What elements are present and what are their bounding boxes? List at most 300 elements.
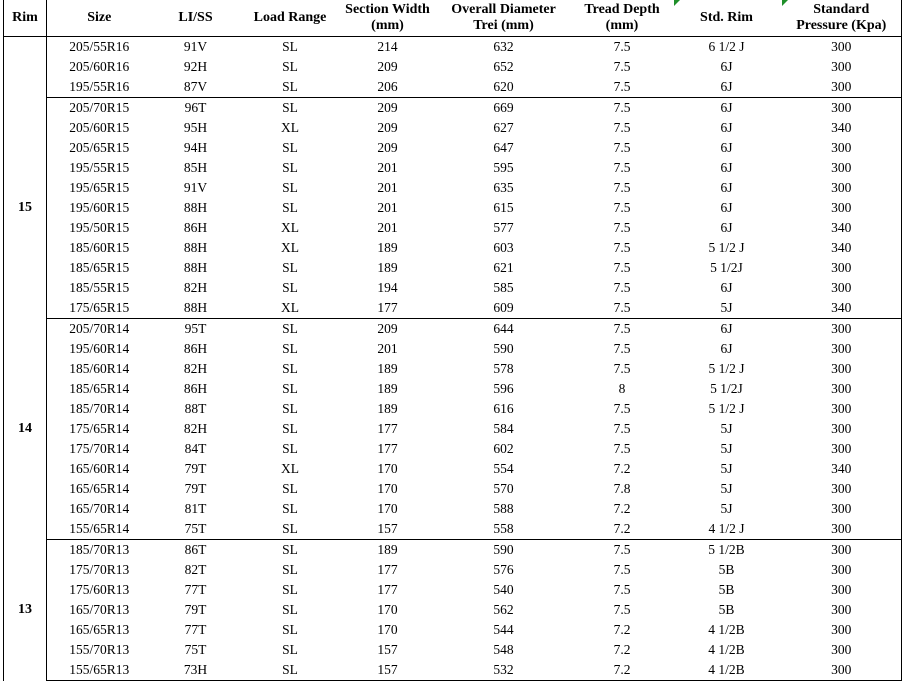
header-tread-depth — [573, 0, 672, 37]
cell-section-width: 201 — [377, 220, 398, 235]
cell-tread-depth: 7.5 — [613, 180, 631, 195]
cell-std-rim: 6J — [720, 180, 733, 195]
cell-size: 175/60R13 — [69, 582, 130, 597]
cell-size: 165/65R13 — [69, 622, 130, 637]
cell-size: 195/60R15 — [69, 200, 130, 215]
table-row — [4, 218, 902, 238]
cell-pressure: 300 — [782, 580, 902, 600]
cell-li-ss: 79T — [184, 602, 207, 617]
cell-std-rim: 6J — [720, 140, 733, 155]
cell-li-ss: 75T — [152, 519, 240, 540]
cell-pressure: 300 — [782, 57, 902, 77]
cell-li-ss: 95T — [184, 321, 207, 336]
cell-overall-diameter: 621 — [493, 260, 514, 275]
cell-li-ss: 82H — [183, 361, 208, 376]
cell-overall-diameter: 577 — [493, 220, 514, 235]
cell-std-rim: 4 1/2B — [708, 622, 745, 637]
cell-size: 195/65R15 — [69, 180, 130, 195]
header-section-width-line2: (mm) — [371, 18, 404, 33]
table-row — [4, 198, 902, 218]
cell-pressure: 300 — [782, 519, 902, 540]
cell-overall-diameter: 584 — [493, 421, 514, 436]
cell-std-rim: 6J — [720, 321, 733, 336]
cell-std-rim: 5B — [718, 562, 735, 577]
cell-section-width: 209 — [377, 140, 398, 155]
cell-pressure: 300 — [782, 560, 902, 580]
header-pressure — [782, 0, 902, 37]
cell-size: 185/55R15 — [69, 280, 130, 295]
cell-std-rim: 6J — [720, 341, 733, 356]
cell-li-ss: 86H — [183, 220, 208, 235]
cell-section-width: 209 — [377, 120, 398, 135]
cell-size: 175/70R13 — [69, 562, 130, 577]
cell-std-rim: 6J — [672, 77, 782, 98]
cell-section-width: 209 — [377, 321, 398, 336]
cell-li-ss: 92H — [183, 59, 208, 74]
cell-li-ss: 79T — [184, 481, 207, 496]
header-tread-depth-line1: Tread Depth — [584, 2, 660, 17]
table-row — [4, 98, 902, 119]
cell-li-ss: 88H — [152, 298, 240, 319]
cell-load-range: SL — [282, 100, 298, 115]
cell-li-ss: 82H — [183, 421, 208, 436]
cell-overall-diameter: 558 — [435, 519, 573, 540]
cell-li-ss: 75T — [184, 642, 207, 657]
cell-overall-diameter: 627 — [493, 120, 514, 135]
cell-load-range: SL — [282, 341, 298, 356]
cell-overall-diameter: 669 — [493, 100, 514, 115]
cell-section-width: 214 — [377, 39, 398, 54]
table-row — [4, 359, 902, 379]
cell-pressure: 300 — [782, 499, 902, 519]
cell-std-rim: 5B — [718, 582, 735, 597]
cell-tread-depth: 7.5 — [613, 220, 631, 235]
cell-size: 205/55R16 — [69, 39, 130, 54]
table-row — [4, 540, 902, 561]
cell-load-range: XL — [281, 461, 299, 476]
header-section-width-line1: Section Width — [345, 2, 430, 17]
cell-li-ss: 95H — [183, 120, 208, 135]
cell-size: 195/50R15 — [69, 220, 130, 235]
header-overall-diameter — [435, 0, 573, 37]
cell-load-range: SL — [240, 660, 341, 681]
cell-tread-depth: 7.5 — [613, 341, 631, 356]
cell-overall-diameter: 609 — [435, 298, 573, 319]
cell-load-range: SL — [282, 140, 298, 155]
cell-overall-diameter: 620 — [435, 77, 573, 98]
cell-li-ss: 84T — [184, 441, 207, 456]
cell-std-rim: 5 1/2J — [710, 260, 743, 275]
cell-pressure: 300 — [782, 620, 902, 640]
cell-load-range: SL — [282, 200, 298, 215]
rim-group-label: 13 — [4, 540, 47, 681]
cell-section-width: 201 — [377, 160, 398, 175]
table-row — [4, 560, 902, 580]
cell-load-range: SL — [282, 180, 298, 195]
cell-size: 185/70R14 — [69, 401, 130, 416]
cell-li-ss: 94H — [183, 140, 208, 155]
cell-overall-diameter: 590 — [493, 542, 514, 557]
cell-pressure: 340 — [782, 459, 902, 479]
cell-load-range: SL — [282, 542, 298, 557]
cell-li-ss: 96T — [184, 100, 207, 115]
cell-pressure: 300 — [782, 540, 902, 561]
cell-size: 165/60R14 — [69, 461, 130, 476]
cell-load-range: SL — [282, 501, 298, 516]
cell-pressure: 300 — [782, 359, 902, 379]
cell-overall-diameter: 647 — [493, 140, 514, 155]
cell-pressure: 300 — [782, 479, 902, 499]
cell-size: 165/70R13 — [69, 602, 130, 617]
cell-std-rim: 5 1/2J — [710, 381, 743, 396]
cell-section-width: 177 — [377, 421, 398, 436]
rim-group-label — [4, 37, 47, 98]
cell-overall-diameter: 595 — [493, 160, 514, 175]
cell-load-range: SL — [282, 481, 298, 496]
cell-pressure: 300 — [782, 640, 902, 660]
cell-load-range: SL — [282, 421, 298, 436]
cell-pressure: 300 — [782, 178, 902, 198]
cell-std-rim: 6J — [720, 200, 733, 215]
cell-section-width: 189 — [377, 542, 398, 557]
cell-pressure: 300 — [782, 439, 902, 459]
cell-load-range: SL — [282, 280, 298, 295]
cell-comment-marker — [674, 0, 680, 6]
cell-li-ss: 88T — [184, 401, 207, 416]
cell-tread-depth: 8 — [618, 381, 626, 396]
cell-std-rim: 5 1/2 J — [708, 240, 745, 255]
cell-load-range: SL — [282, 642, 298, 657]
cell-pressure: 300 — [782, 278, 902, 298]
cell-size: 205/70R14 — [69, 321, 130, 336]
header-section-width — [341, 0, 435, 37]
cell-pressure: 300 — [782, 419, 902, 439]
cell-section-width: 189 — [377, 260, 398, 275]
cell-li-ss: 87V — [152, 77, 240, 98]
cell-li-ss: 82H — [183, 280, 208, 295]
cell-pressure: 340 — [782, 298, 902, 319]
cell-overall-diameter: 554 — [493, 461, 514, 476]
table-row — [4, 399, 902, 419]
cell-section-width: 170 — [377, 481, 398, 496]
cell-std-rim: 5 1/2 J — [708, 401, 745, 416]
cell-pressure: 340 — [782, 218, 902, 238]
cell-std-rim: 5J — [720, 441, 733, 456]
cell-section-width: 189 — [377, 381, 398, 396]
cell-size: 155/65R14 — [47, 519, 152, 540]
cell-tread-depth: 7.8 — [613, 481, 631, 496]
cell-section-width: 209 — [377, 59, 398, 74]
cell-tread-depth: 7.5 — [613, 120, 631, 135]
cell-tread-depth: 7.5 — [613, 542, 631, 557]
cell-std-rim: 4 1/2 J — [672, 519, 782, 540]
cell-std-rim: 6J — [720, 120, 733, 135]
cell-load-range: SL — [282, 401, 298, 416]
cell-li-ss: 73H — [152, 660, 240, 681]
cell-tread-depth: 7.2 — [573, 660, 672, 681]
cell-size: 175/70R14 — [69, 441, 130, 456]
cell-section-width: 177 — [377, 562, 398, 577]
header-load-range: Load Range — [240, 0, 341, 37]
cell-std-rim: 5J — [672, 298, 782, 319]
cell-load-range: SL — [282, 321, 298, 336]
cell-load-range: SL — [282, 361, 298, 376]
cell-size: 185/70R13 — [69, 542, 130, 557]
cell-tread-depth: 7.5 — [613, 200, 631, 215]
cell-std-rim: 5J — [720, 501, 733, 516]
cell-li-ss: 77T — [184, 622, 207, 637]
header-pressure-line2: Pressure (Kpa) — [796, 18, 887, 33]
cell-overall-diameter: 590 — [493, 341, 514, 356]
cell-section-width: 201 — [377, 200, 398, 215]
cell-size: 205/60R16 — [69, 59, 130, 74]
cell-comment-marker — [782, 0, 788, 6]
cell-load-range: SL — [282, 59, 298, 74]
cell-size: 175/65R15 — [47, 298, 152, 319]
table-row — [4, 278, 902, 298]
cell-pressure: 300 — [782, 77, 902, 98]
cell-overall-diameter: 596 — [493, 381, 514, 396]
cell-tread-depth: 7.5 — [613, 441, 631, 456]
cell-overall-diameter: 570 — [493, 481, 514, 496]
cell-section-width: 170 — [377, 501, 398, 516]
cell-overall-diameter: 644 — [493, 321, 514, 336]
cell-tread-depth: 7.5 — [613, 260, 631, 275]
cell-std-rim: 5J — [720, 421, 733, 436]
cell-tread-depth: 7.5 — [613, 240, 631, 255]
cell-load-range: SL — [282, 582, 298, 597]
cell-size: 165/65R14 — [69, 481, 130, 496]
header-row — [4, 0, 902, 37]
table-row — [4, 479, 902, 499]
cell-tread-depth: 7.5 — [613, 39, 631, 54]
table-row — [4, 580, 902, 600]
cell-section-width: 201 — [377, 180, 398, 195]
cell-section-width: 209 — [377, 100, 398, 115]
cell-li-ss: 91V — [183, 180, 208, 195]
table-row — [4, 118, 902, 138]
cell-li-ss: 85H — [183, 160, 208, 175]
cell-tread-depth: 7.5 — [613, 100, 631, 115]
header-li-ss: LI/SS — [152, 0, 240, 37]
cell-section-width: 177 — [341, 298, 435, 319]
cell-pressure: 300 — [782, 600, 902, 620]
cell-overall-diameter: 602 — [493, 441, 514, 456]
cell-pressure: 300 — [782, 258, 902, 278]
cell-std-rim: 4 1/2B — [708, 642, 745, 657]
cell-li-ss: 86H — [183, 341, 208, 356]
cell-tread-depth: 7.2 — [613, 501, 631, 516]
cell-pressure: 340 — [782, 238, 902, 258]
cell-overall-diameter: 652 — [493, 59, 514, 74]
cell-load-range: SL — [282, 39, 298, 54]
cell-load-range: XL — [240, 298, 341, 319]
cell-li-ss: 91V — [183, 39, 208, 54]
table-row — [4, 379, 902, 399]
cell-li-ss: 79T — [184, 461, 207, 476]
cell-overall-diameter: 576 — [493, 562, 514, 577]
cell-section-width: 157 — [341, 519, 435, 540]
cell-section-width: 170 — [377, 622, 398, 637]
cell-tread-depth: 7.5 — [613, 602, 631, 617]
cell-tread-depth: 7.2 — [573, 519, 672, 540]
cell-std-rim: 4 1/2B — [672, 660, 782, 681]
cell-li-ss: 77T — [184, 582, 207, 597]
cell-tread-depth: 7.2 — [613, 642, 631, 657]
cell-tread-depth: 7.2 — [613, 461, 631, 476]
cell-load-range: XL — [281, 240, 299, 255]
cell-section-width: 157 — [377, 642, 398, 657]
cell-load-range: SL — [282, 622, 298, 637]
table-row — [4, 178, 902, 198]
header-size: Size — [47, 0, 152, 37]
cell-load-range: SL — [282, 260, 298, 275]
table-row — [4, 640, 902, 660]
cell-size: 165/70R14 — [69, 501, 130, 516]
rim-group-label: 15 — [4, 98, 47, 319]
cell-section-width: 157 — [341, 660, 435, 681]
cell-load-range: SL — [240, 77, 341, 98]
table-row — [4, 158, 902, 178]
cell-size: 155/65R13 — [47, 660, 152, 681]
header-tread-depth-line2: (mm) — [605, 18, 639, 33]
cell-tread-depth: 7.5 — [613, 361, 631, 376]
cell-pressure: 300 — [782, 319, 902, 340]
cell-li-ss: 88H — [183, 240, 208, 255]
cell-section-width: 201 — [377, 341, 398, 356]
cell-size: 185/65R15 — [69, 260, 130, 275]
cell-pressure: 300 — [782, 198, 902, 218]
header-overall-diameter-line2: Trei (mm) — [473, 18, 534, 33]
cell-load-range: SL — [282, 602, 298, 617]
cell-std-rim: 6J — [720, 220, 733, 235]
cell-std-rim: 6J — [720, 160, 733, 175]
cell-tread-depth: 7.5 — [613, 582, 631, 597]
table-row — [4, 258, 902, 278]
table-body — [4, 37, 902, 681]
cell-pressure: 340 — [782, 118, 902, 138]
cell-overall-diameter: 578 — [493, 361, 514, 376]
table-row — [4, 138, 902, 158]
rim-group-label: 14 — [4, 319, 47, 540]
header-pressure-line1: Standard — [813, 2, 870, 17]
cell-std-rim: 5B — [718, 602, 735, 617]
header-std-rim: Std. Rim — [672, 0, 782, 37]
cell-li-ss: 81T — [184, 501, 207, 516]
cell-std-rim: 5 1/2 J — [708, 361, 745, 376]
table-row — [4, 600, 902, 620]
cell-pressure: 300 — [782, 98, 902, 119]
cell-overall-diameter: 532 — [435, 660, 573, 681]
table-row — [4, 519, 902, 540]
cell-pressure: 300 — [782, 399, 902, 419]
cell-overall-diameter: 632 — [493, 39, 514, 54]
table-row — [4, 298, 902, 319]
table-row — [4, 238, 902, 258]
cell-load-range: SL — [240, 519, 341, 540]
cell-section-width: 194 — [377, 280, 398, 295]
cell-section-width: 177 — [377, 582, 398, 597]
cell-tread-depth: 7.2 — [613, 622, 631, 637]
table-row — [4, 57, 902, 77]
cell-std-rim: 6J — [720, 59, 733, 74]
cell-overall-diameter: 562 — [493, 602, 514, 617]
cell-std-rim: 6J — [720, 100, 733, 115]
cell-size: 195/55R16 — [47, 77, 152, 98]
cell-size: 205/60R15 — [69, 120, 130, 135]
cell-section-width: 189 — [377, 401, 398, 416]
cell-size: 195/60R14 — [69, 341, 130, 356]
cell-size: 205/65R15 — [69, 140, 130, 155]
cell-overall-diameter: 603 — [493, 240, 514, 255]
cell-overall-diameter: 544 — [493, 622, 514, 637]
cell-overall-diameter: 588 — [493, 501, 514, 516]
table-row — [4, 620, 902, 640]
cell-section-width: 206 — [341, 77, 435, 98]
cell-pressure: 300 — [782, 339, 902, 359]
cell-section-width: 177 — [377, 441, 398, 456]
cell-tread-depth: 7.5 — [573, 298, 672, 319]
cell-size: 185/60R15 — [69, 240, 130, 255]
table-row — [4, 499, 902, 519]
cell-std-rim: 6J — [720, 280, 733, 295]
table-row — [4, 339, 902, 359]
cell-section-width: 170 — [377, 602, 398, 617]
cell-section-width: 189 — [377, 240, 398, 255]
cell-tread-depth: 7.5 — [613, 401, 631, 416]
cell-load-range: SL — [282, 441, 298, 456]
cell-li-ss: 86H — [183, 381, 208, 396]
cell-overall-diameter: 548 — [493, 642, 514, 657]
cell-overall-diameter: 616 — [493, 401, 514, 416]
cell-overall-diameter: 540 — [493, 582, 514, 597]
cell-size: 155/70R13 — [69, 642, 130, 657]
cell-load-range: SL — [282, 381, 298, 396]
cell-section-width: 189 — [377, 361, 398, 376]
header-overall-diameter-line1: Overall Diameter — [451, 2, 556, 17]
cell-pressure: 300 — [782, 158, 902, 178]
cell-tread-depth: 7.5 — [613, 421, 631, 436]
cell-tread-depth: 7.5 — [613, 562, 631, 577]
cell-pressure: 300 — [782, 37, 902, 58]
cell-li-ss: 88H — [183, 200, 208, 215]
cell-overall-diameter: 585 — [493, 280, 514, 295]
cell-overall-diameter: 635 — [493, 180, 514, 195]
cell-tread-depth: 7.5 — [613, 160, 631, 175]
header-rim: Rim — [4, 0, 47, 37]
cell-tread-depth: 7.5 — [613, 321, 631, 336]
cell-section-width: 170 — [377, 461, 398, 476]
cell-load-range: SL — [282, 160, 298, 175]
cell-li-ss: 88H — [183, 260, 208, 275]
cell-overall-diameter: 615 — [493, 200, 514, 215]
table-row — [4, 439, 902, 459]
cell-pressure: 300 — [782, 660, 902, 681]
cell-std-rim: 5J — [720, 461, 733, 476]
cell-pressure: 300 — [782, 379, 902, 399]
table-row — [4, 459, 902, 479]
table-row — [4, 319, 902, 340]
cell-std-rim: 5J — [720, 481, 733, 496]
cell-load-range: XL — [281, 120, 299, 135]
cell-tread-depth: 7.5 — [573, 77, 672, 98]
cell-std-rim: 5 1/2B — [708, 542, 745, 557]
cell-tread-depth: 7.5 — [613, 140, 631, 155]
cell-load-range: SL — [282, 562, 298, 577]
cell-tread-depth: 7.5 — [613, 59, 631, 74]
cell-li-ss: 82T — [184, 562, 207, 577]
cell-std-rim: 6 1/2 J — [708, 39, 745, 54]
